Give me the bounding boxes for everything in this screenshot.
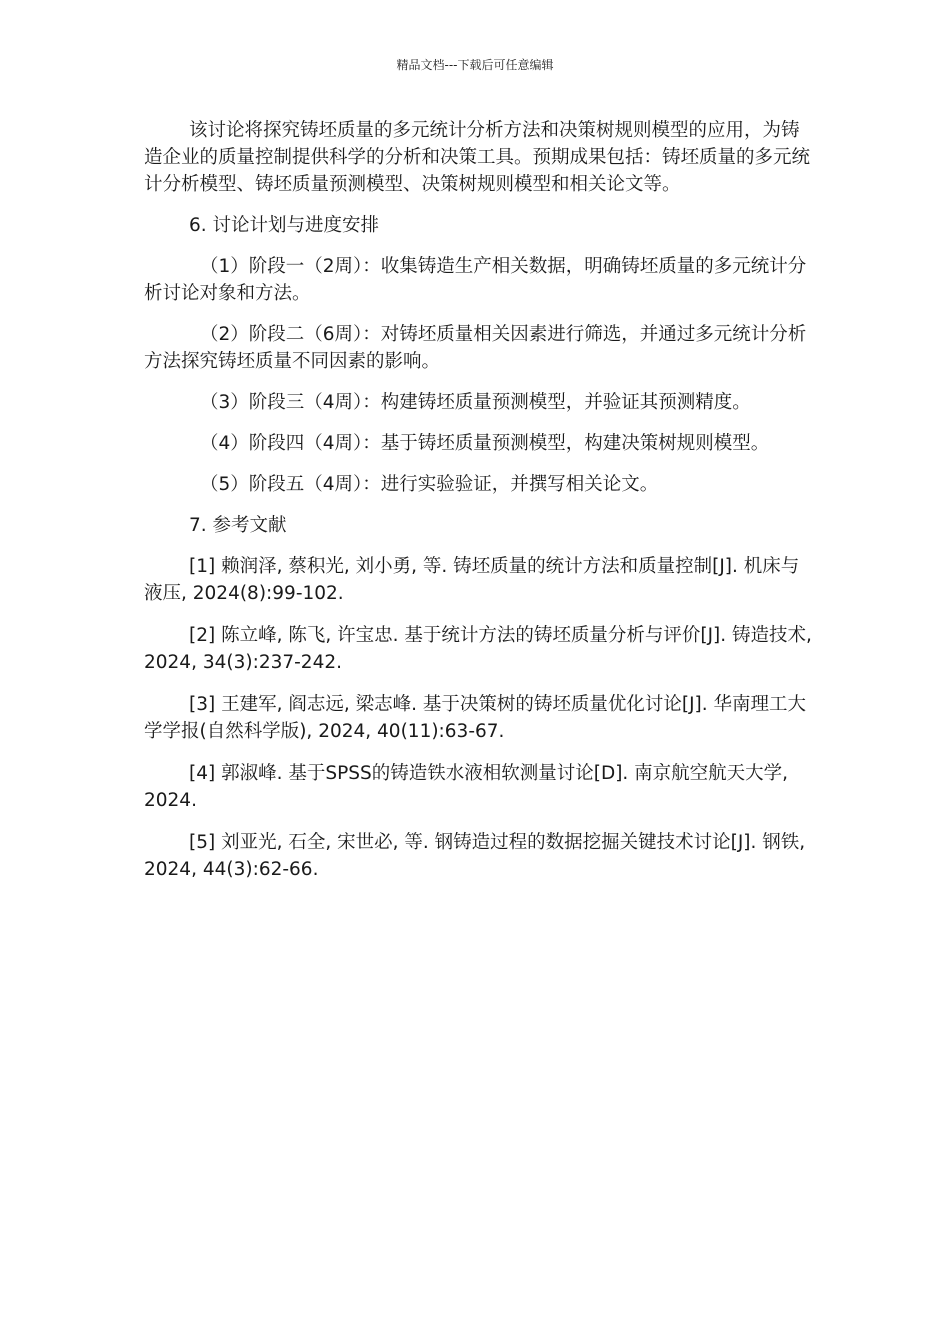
section-6-heading: 6. 讨论计划与进度安排 <box>189 215 380 236</box>
reference-5: [5] 刘亚光, 石全, 宋世必, 等. 钢铸造过程的数据挖掘关键技术讨论[J]. 钢铁, 2024, 44(3):62-66. <box>144 832 806 880</box>
reference-1: [1] 赖润泽, 蔡积光, 刘小勇, 等. 铸坯质量的统计方法和质量控制[J]. 机床与液压, 2024(8):99-102. <box>144 556 800 604</box>
intro-paragraph: 该讨论将探究铸坯质量的多元统计分析方法和决策树规则模型的应用，为铸造企业的质量控制提供科学的分析和决策工具。预期成果包括：铸坯质量的多元统计分析模型、铸坯质量预测模型、决策树规则模型和相关论文等。 <box>144 120 811 195</box>
schedule-item-5: （5）阶段五（4周）：进行实验验证，并撰写相关论文。 <box>200 474 659 495</box>
schedule-item-2: （2）阶段二（6周）：对铸坯质量相关因素进行筛选，并通过多元统计分析方法探究铸坯质量不同因素的影响。 <box>144 324 807 372</box>
reference-2: [2] 陈立峰, 陈飞, 许宝忠. 基于统计方法的铸坯质量分析与评价[J]. 铸造技术, 2024, 34(3):237-242. <box>144 625 812 673</box>
schedule-item-1: （1）阶段一（2周）：收集铸造生产相关数据，明确铸坯质量的多元统计分析讨论对象和方法。 <box>144 256 807 304</box>
page-header: 精品文档---下载后可任意编辑 <box>396 58 554 72</box>
section-7-heading: 7. 参考文献 <box>189 515 287 536</box>
schedule-item-4: （4）阶段四（4周）：基于铸坯质量预测模型，构建决策树规则模型。 <box>200 433 770 454</box>
document-body <box>144 117 812 898</box>
schedule-item-3: （3）阶段三（4周）：构建铸坯质量预测模型，并验证其预测精度。 <box>200 392 751 413</box>
reference-4: [4] 郭淑峰. 基于SPSS的铸造铁水液相软测量讨论[D]. 南京航空航天大学, 2024. <box>144 763 789 811</box>
reference-3: [3] 王建军, 阎志远, 梁志峰. 基于决策树的铸坯质量优化讨论[J]. 华南理工大学学报(自然科学版), 2024, 40(11):63-67. <box>144 694 807 742</box>
